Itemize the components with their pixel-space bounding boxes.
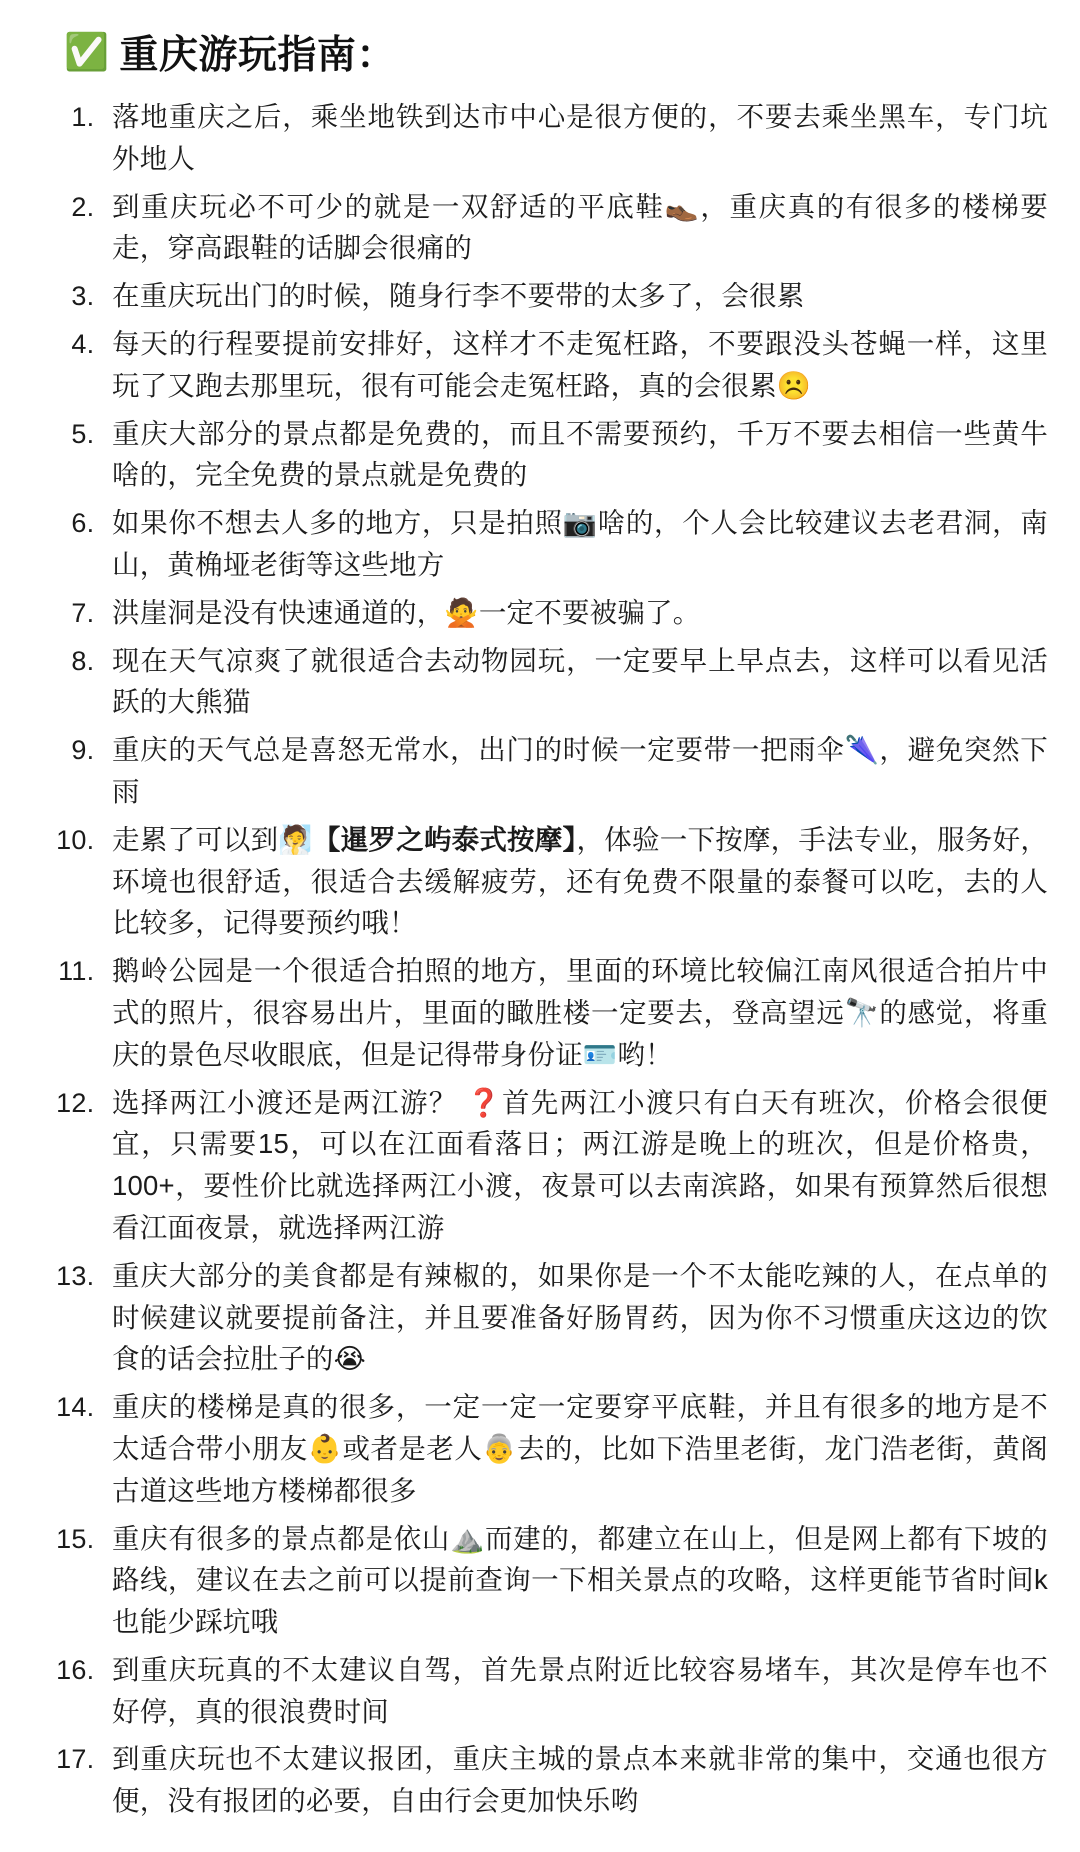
highlighted-shop-name: 【暹罗之屿泰式按摩】 [312,823,577,855]
check-mark-icon: ✅ [64,31,110,72]
page-title-text: 重庆游玩指南： [119,34,396,77]
list-item: 6. 如果你不想去人多的地方，只是拍照📷啥的，个人会比较建议去老君洞，南山，黄桷垭老街等这些地方 [102,502,1048,586]
list-item: 7. 洪崖洞是没有快速通道的，🙅一定不要被骗了。 [102,592,1048,634]
list-item: 1. 落地重庆之后，乘坐地铁到达市中心是很方便的，不要去乘坐黑车，专门坑外地人 [102,96,1048,180]
list-item: 9. 重庆的天气总是喜怒无常水，出门的时候一定要带一把雨伞🌂，避免突然下雨 [102,729,1048,813]
list-item: 4. 每天的行程要提前安排好，这样才不走冤枉路，不要跟没头苍蝇一样，这里玩了又跑去那里玩，很有可能会走冤枉路，真的会很累☹️ [102,323,1048,407]
list-item: 14. 重庆的楼梯是真的很多，一定一定一定要穿平底鞋，并且有很多的地方是不太适合带小朋友👶或者是老人👵去的，比如下浩里老街，龙门浩老街，黄阁古道这些地方楼梯都很多 [102,1386,1048,1511]
list-item: 12. 选择两江小渡还是两江游？ ❓首先两江小渡只有白天有班次，价格会很便宜，只需要15，可以在江面看落日；两江游是晚上的班次，但是价格贵，100+，要性价比就选择两江小渡，夜景可以去南滨路，如果有预算然后很想看江面夜景，就选择两江游 [102,1082,1048,1249]
list-item: 15. 重庆有很多的景点都是依山⛰️而建的，都建立在山上，但是网上都有下坡的路线，建议在去之前可以提前查询一下相关景点的攻略，这样更能节省时间k也能少踩坑哦 [102,1518,1048,1643]
list-item: 11. 鹅岭公园是一个很适合拍照的地方，里面的环境比较偏江南风很适合拍片中式的照片，很容易出片，里面的瞰胜楼一定要去，登高望远🔭的感觉，将重庆的景色尽收眼底，但是记得带身份证🪪哟！ [102,950,1048,1075]
list-item: 2. 到重庆玩必不可少的就是一双舒适的平底鞋👞，重庆真的有很多的楼梯要走，穿高跟鞋的话脚会很痛的 [102,186,1048,270]
list-item: 16. 到重庆玩真的不太建议自驾，首先景点附近比较容易堵车，其次是停车也不好停，真的很浪费时间 [102,1649,1048,1733]
list-item: 17. 到重庆玩也不太建议报团，重庆主城的景点本来就非常的集中，交通也很方便，没有报团的必要，自由行会更加快乐哟 [102,1738,1048,1822]
list-item: 5. 重庆大部分的景点都是免费的，而且不需要预约，千万不要去相信一些黄牛啥的，完全免费的景点就是免费的 [102,413,1048,497]
guide-list [28,96,1052,1822]
page-title [64,24,1052,80]
list-item: 10. 走累了可以到🧖【暹罗之屿泰式按摩】，体验一下按摩，手法专业，服务好，环境也很舒适，很适合去缓解疲劳，还有免费不限量的泰餐可以吃，去的人比较多，记得要预约哦！ [102,819,1048,944]
list-item: 8. 现在天气凉爽了就很适合去动物园玩，一定要早上早点去，这样可以看见活跃的大熊猫 [102,640,1048,724]
list-item: 3. 在重庆玩出门的时候，随身行李不要带的太多了，会很累 [102,275,1048,317]
list-item: 13. 重庆大部分的美食都是有辣椒的，如果你是一个不太能吃辣的人，在点单的时候建议就要提前备注，并且要准备好肠胃药，因为你不习惯重庆这边的饮食的话会拉肚子的😭 [102,1255,1048,1380]
